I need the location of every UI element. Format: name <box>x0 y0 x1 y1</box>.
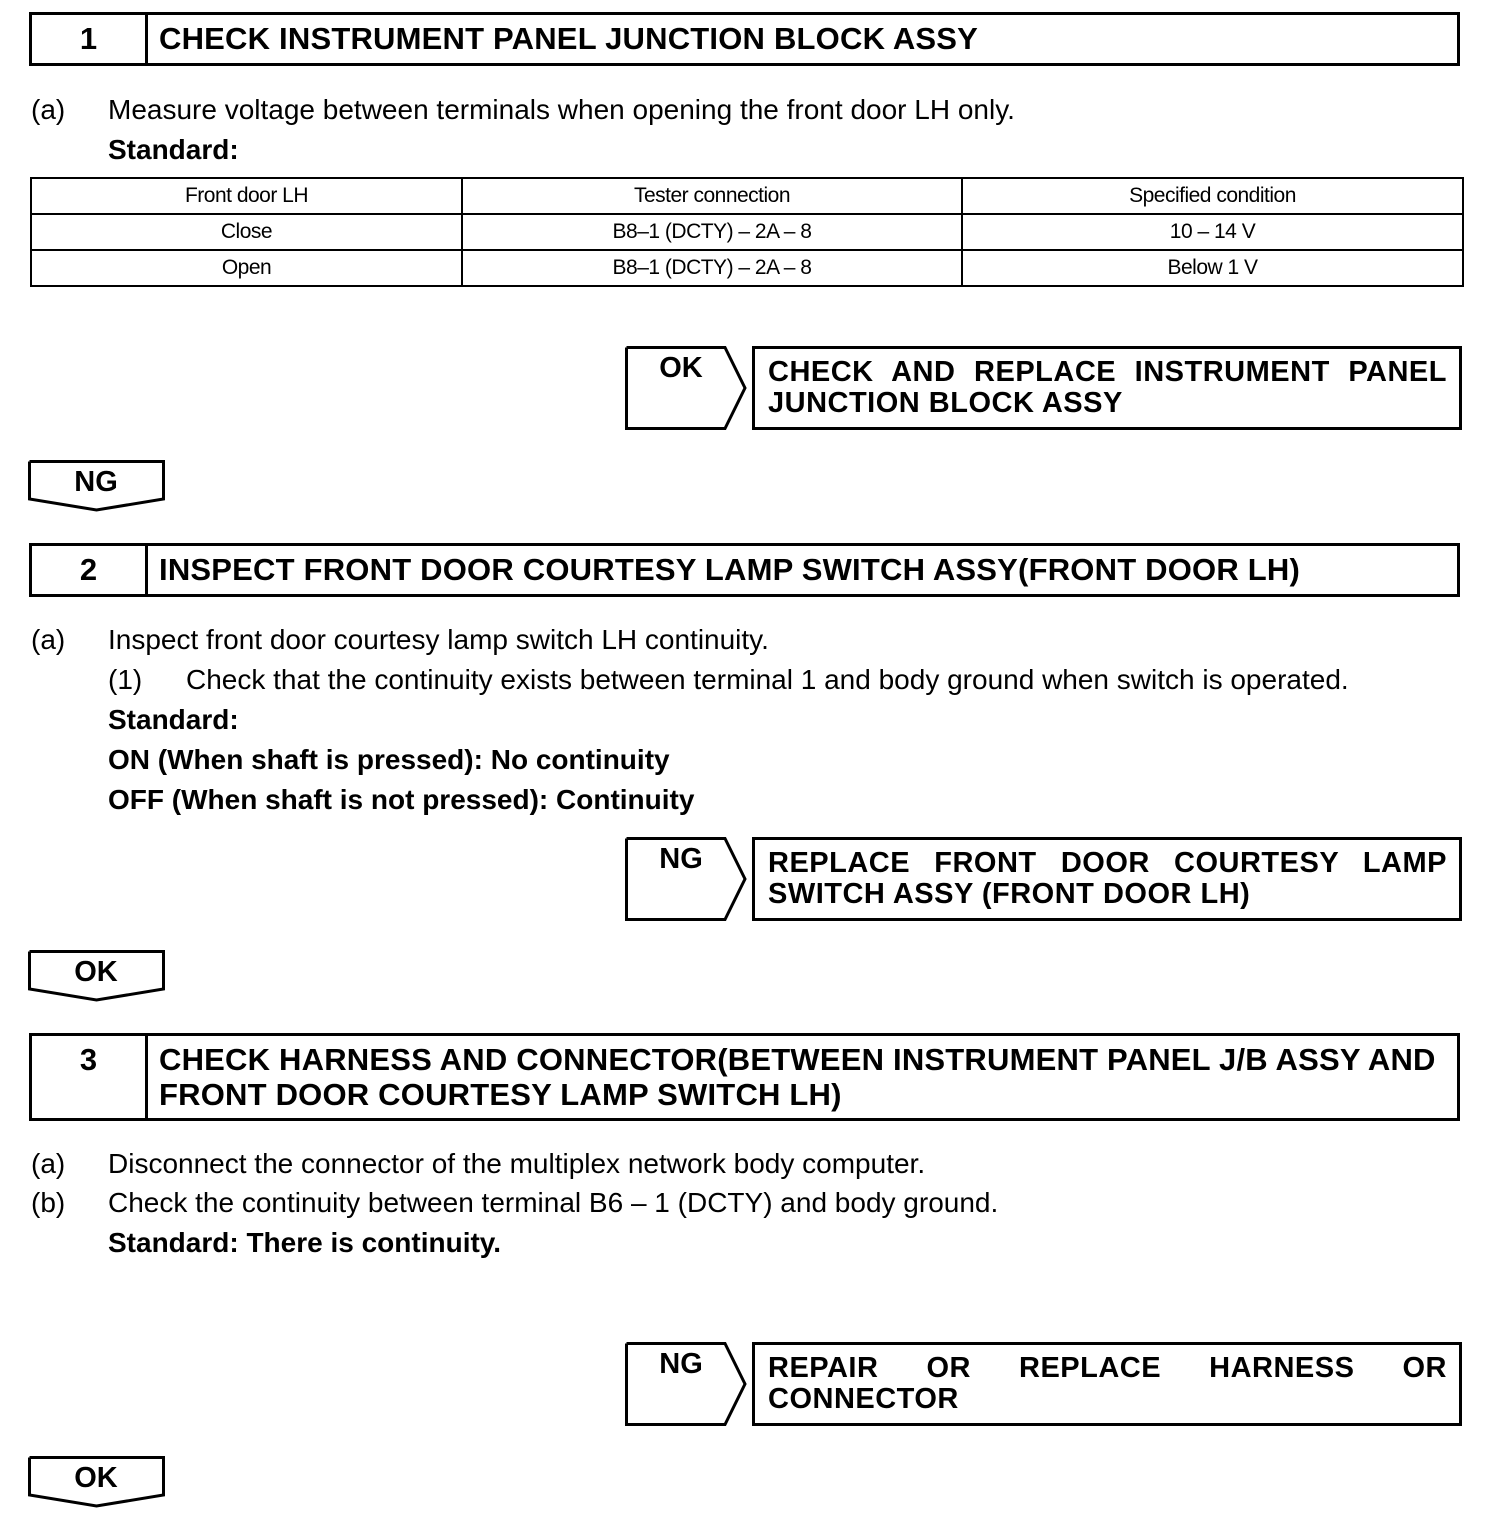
next-tag-ok <box>28 1456 166 1508</box>
table-row <box>31 250 1463 286</box>
sub-instruction-label: (1) <box>108 664 143 695</box>
result-tag-label: NG <box>659 843 703 875</box>
instruction-text: Disconnect the connector of the multiplex network body computer. <box>108 1148 926 1179</box>
next-tag-label: OK <box>74 956 118 988</box>
sub-instruction-text: Check that the continuity exists between terminal 1 and body ground when switch is operated. <box>186 664 1349 695</box>
next-tag-ok <box>28 950 166 1002</box>
result-tag-label: NG <box>659 1348 703 1380</box>
step-number: 2 <box>32 546 148 594</box>
instruction-text: Check the continuity between terminal B6 – 1 (DCTY) and body ground. <box>108 1187 999 1218</box>
table-header: Front door LH <box>31 178 462 214</box>
table-header-row <box>31 178 1463 214</box>
standard-label: Standard: <box>108 704 239 735</box>
instruction-label: (a) <box>31 624 66 655</box>
result-action-box: REPAIR OR REPLACE HARNESS OR CONNECTOR <box>752 1342 1462 1426</box>
table-row <box>31 214 1463 250</box>
result-action-box: REPLACE FRONT DOOR COURTESY LAMP SWITCH ASSY (FRONT DOOR LH) <box>752 837 1462 921</box>
table-header: Tester connection <box>462 178 962 214</box>
step-title: CHECK HARNESS AND CONNECTOR(BETWEEN INSTRUMENT PANEL J/B ASSY AND FRONT DOOR COURTESY LAMP SWITCH LH) <box>159 1042 1436 1112</box>
step-1-header <box>29 12 1460 66</box>
result-tag-label: OK <box>659 352 703 384</box>
next-tag-label: OK <box>74 1462 118 1494</box>
table-cell: B8–1 (DCTY) – 2A – 8 <box>462 250 962 286</box>
step-title: INSPECT FRONT DOOR COURTESY LAMP SWITCH ASSY(FRONT DOOR LH) <box>159 552 1301 587</box>
step-3-header <box>29 1033 1460 1121</box>
result-tag-ng <box>625 1342 747 1426</box>
spec-table <box>30 177 1464 287</box>
standard-off: OFF (When shaft is not pressed): Continuity <box>108 784 695 815</box>
table-cell: Below 1 V <box>962 250 1463 286</box>
table-header: Specified condition <box>962 178 1463 214</box>
step-number: 3 <box>32 1036 148 1118</box>
next-tag-ng <box>28 460 166 512</box>
step-number: 1 <box>32 15 148 63</box>
next-tag-label: NG <box>74 466 118 498</box>
instruction-label: (b) <box>31 1187 66 1218</box>
table-cell: B8–1 (DCTY) – 2A – 8 <box>462 214 962 250</box>
standard-label: Standard: <box>108 134 239 165</box>
table-cell: 10 – 14 V <box>962 214 1463 250</box>
instruction-text: Measure voltage between terminals when opening the front door LH only. <box>108 94 1015 125</box>
table-cell: Close <box>31 214 462 250</box>
standard-text: Standard: There is continuity. <box>108 1227 502 1258</box>
standard-on: ON (When shaft is pressed): No continuity <box>108 744 670 775</box>
result-action-box: CHECK AND REPLACE INSTRUMENT PANEL JUNCTION BLOCK ASSY <box>752 346 1462 430</box>
result-tag-ng <box>625 837 747 921</box>
step-2-header <box>29 543 1460 597</box>
result-tag-ok <box>625 346 747 430</box>
step-title: CHECK INSTRUMENT PANEL JUNCTION BLOCK ASSY <box>159 21 979 56</box>
table-cell: Open <box>31 250 462 286</box>
instruction-text: Inspect front door courtesy lamp switch LH continuity. <box>108 624 769 655</box>
instruction-label: (a) <box>31 1148 66 1179</box>
instruction-label: (a) <box>31 94 66 125</box>
